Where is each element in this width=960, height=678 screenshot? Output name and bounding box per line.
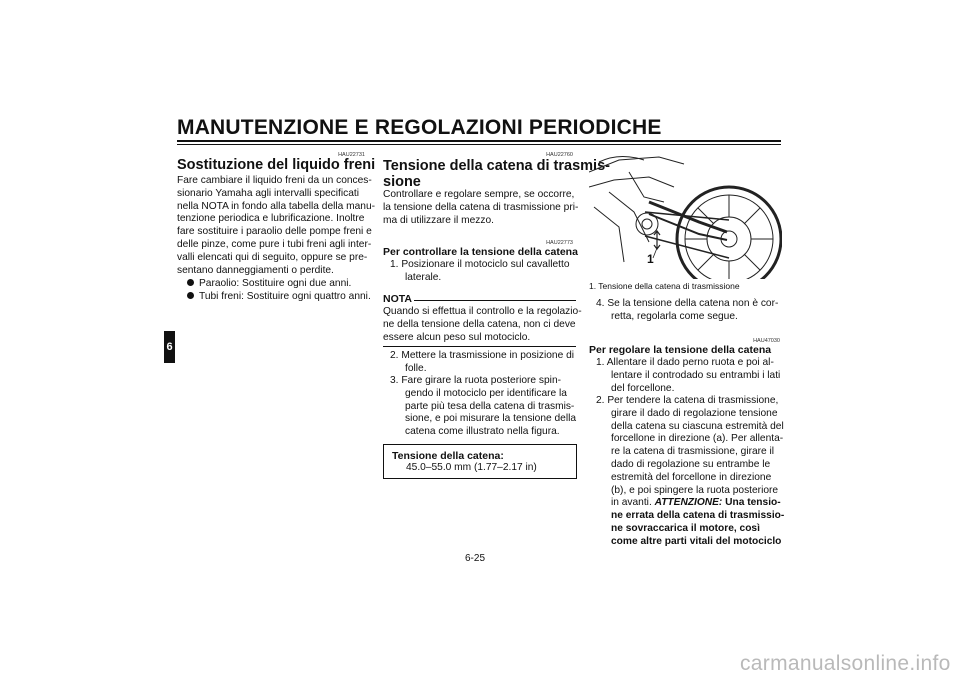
adjust-step-2: 2. Per tendere la catena di trasmissione, girare il dado di regolazione tensione della catena su ciascuna estremità del forcellone in direzione (a). Per allenta- re la catena di trasmissione, girare il dado di regolazione su entrambe le estremità del forcellone in direzione (b), e poi spingere la ruota posteriore in avanti. ATTENZIONE: Una tensio- ne errata della catena di trasmissio- ne sovraccarica il motore, così come altre parti vitali del motociclo [596, 395, 785, 547]
section-code: HAU22760 [546, 152, 573, 158]
page-header-title: MANUTENZIONE E REGOLAZIONI PERIODICHE [177, 116, 662, 139]
motorcycle-chain-illustration [589, 152, 782, 279]
section-heading-chain: Tensione della catena di trasmis- sione [383, 158, 610, 190]
bullet-icon [187, 279, 194, 286]
bullet-icon [187, 292, 194, 299]
header-rule [177, 140, 781, 142]
nota-label: NOTA [383, 293, 412, 305]
nota-text: Quando si effettua il controllo e la regolazio- ne della tensione della catena, non ci deve essere alcun peso sul motociclo. [383, 306, 582, 343]
section-code: HAU47030 [753, 338, 780, 344]
spec-label: Tensione della catena: [392, 450, 504, 462]
paragraph-brake-fluid: Fare cambiare il liquido freni da un conces- sionario Yamaha agli intervalli specificati nella NOTA in fondo alla tabella della manu- tenzione periodica e lubrificazione. Inoltre fare sostituire i paraolio delle pompe freni e delle pinze, come pure i tubi freni agli inter- valli elencati qui di seguito, oppure se pre- sentano danneggiamenti o perdite. [177, 175, 376, 276]
spec-value: 45.0–55.0 mm (1.77–2.17 in) [406, 462, 537, 473]
step-2: 2. Mettere la trasmissione in posizione di folle. [390, 350, 575, 374]
figure-caption: 1. Tensione della catena di trasmissione [589, 281, 740, 291]
spec-box [383, 444, 577, 479]
watermark-logo: carmanualsonline.info [740, 652, 951, 675]
nota-rule-bottom [383, 346, 576, 347]
chapter-tab: 6 [164, 331, 175, 363]
figure-callout: 1 [647, 252, 654, 266]
nota-rule [414, 300, 576, 301]
step-4: 4. Se la tensione della catena non è cor- retta, regolarla come segue. [596, 298, 779, 322]
chain-figure [589, 152, 782, 279]
warning-line: in avanti. ATTENZIONE: Una tensio- [611, 497, 781, 509]
step-3: 3. Fare girare la ruota posteriore spin- gendo il motociclo per identificare la parte più tesa della catena di trasmis- sione, e poi misurare la tensione della catena come illustrato nella figura. [390, 375, 577, 438]
bullet-item: Paraolio: Sostituire ogni due anni. [187, 278, 351, 291]
subheading-adjust-chain: Per regolare la tensione della catena [589, 344, 772, 356]
paragraph-chain: Controllare e regolare sempre, se occorre, la tensione della catena di trasmissione pri- ma di utilizzare il mezzo. [383, 189, 579, 226]
bullet-item: Tubi freni: Sostituire ogni quattro anni. [187, 291, 371, 304]
page-number: 6-25 [465, 553, 486, 564]
step-1: 1. Posizionare il motociclo sul cavalletto laterale. [390, 259, 570, 283]
section-heading-brake-fluid: Sostituzione del liquido freni [177, 157, 376, 173]
subheading-check-chain: Per controllare la tensione della catena [383, 246, 578, 258]
section-code: HAU22773 [546, 240, 573, 246]
section-code: HAU22731 [338, 152, 365, 158]
adjust-step-1: 1. Allentare il dado perno ruota e poi al- lentare il controdado su entrambi i lati del forcellone. [596, 357, 781, 394]
header-rule-thin [177, 144, 781, 145]
